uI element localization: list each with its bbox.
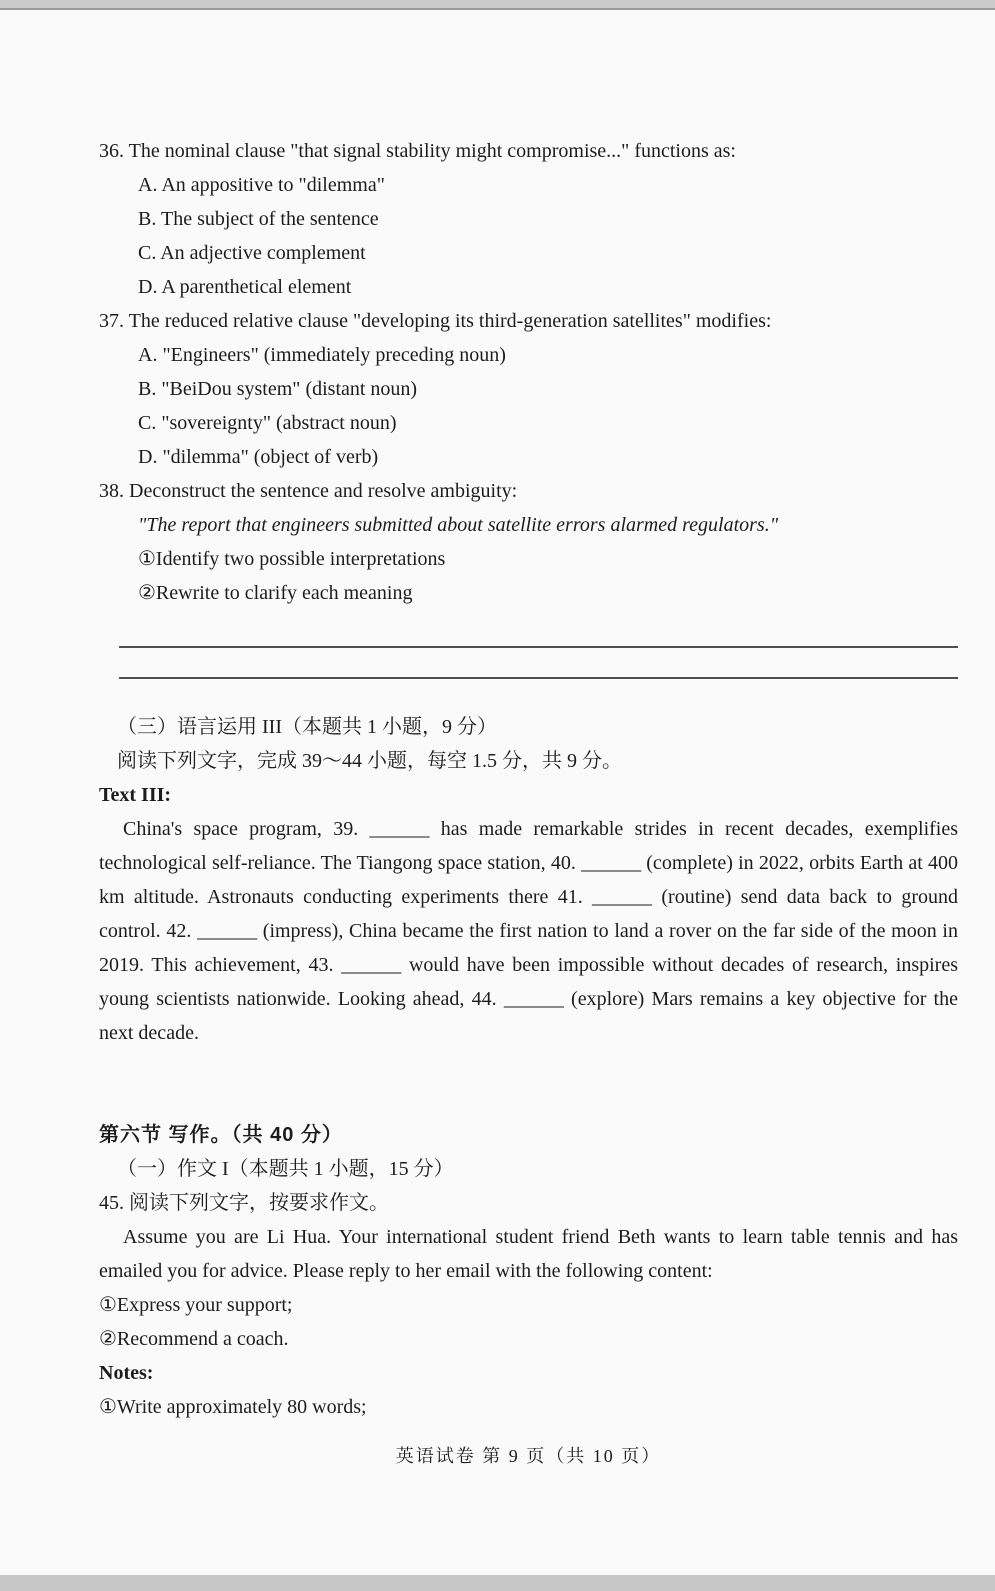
section-3-instruction: 阅读下列文字，完成 39～44 小题，每空 1.5 分，共 9 分。 [117,750,622,772]
text-3-label: Text III: [99,784,172,806]
question-38-quote-sentence: "The report that engineers submitted about satellite errors alarmed regulators." [138,514,779,536]
question-45-stem: 45. 阅读下列文字，按要求作文。 [99,1192,389,1214]
page-footer: 英语试卷 第 9 页（共 10 页） [395,1446,662,1466]
question-36-stem: 36. The nominal clause "that signal stability might compromise..." functions as: [99,140,736,162]
question-37-stem: 37. The reduced relative clause "developing its third-generation satellites" modifies: [99,310,772,332]
question-45-point-2: ②Recommend a coach. [99,1328,289,1350]
question-36-option-d: D. A parenthetical element [138,276,352,298]
text-3-passage: China's space program, 39. ______ has made remarkable strides in recent decades, exemplifies technological self-reliance. The Tiangong space station, 40. ______ (complete) in 2022, orbits Earth at 400 km altitude. Astronauts conducting experiments there 41. ______ (routine) send data back to ground control. 42. ______ (impress), China became the first nation to land a rover on the far side of the moon in 2019. This achievement, 43. ______ would have been impossible without decades of research, inspires young scientists nationwide. Looking ahead, 44. ______ (explore) Mars remains a key objective for the next decade. [99,818,958,1044]
question-37-option-c: C. "sovereignty" (abstract noun) [138,412,397,434]
question-36 [99,134,958,304]
question-37-option-b: B. "BeiDou system" (distant noun) [138,378,418,400]
notes-label: Notes: [99,1362,154,1384]
top-edge-bar [0,0,995,10]
section-6-heading: 第六节 写作。（共 40 分） [99,1124,343,1146]
section-6-subheading: （一）作文 I（本题共 1 小题，15 分） [117,1158,454,1180]
question-38 [99,474,958,610]
section-3-heading: （三）语言运用 III（本题共 1 小题，9 分） [117,716,497,738]
bottom-edge-bar [0,1575,995,1591]
question-45-prompt: Assume you are Li Hua. Your international student friend Beth wants to learn table tennis and has emailed you for advice. Please reply to her email with the following content: [99,1226,958,1282]
question-36-option-a: A. An appositive to "dilemma" [138,174,385,196]
answer-blank-line-1 [119,610,958,648]
section-writing [99,1118,958,1424]
question-38-subtask-1: ①Identify two possible interpretations [138,548,446,570]
question-36-option-c: C. An adjective complement [138,242,366,264]
page-content [99,134,958,1473]
question-37-option-d: D. "dilemma" (object of verb) [138,446,379,468]
question-45-point-1: ①Express your support; [99,1294,293,1316]
question-37 [99,304,958,474]
question-37-option-a: A. "Engineers" (immediately preceding noun) [138,344,506,366]
question-38-subtask-2: ②Rewrite to clarify each meaning [138,582,413,604]
answer-blank-line-2 [119,648,958,679]
note-1: ①Write approximately 80 words; [99,1396,367,1418]
section-language-use-3 [99,710,958,1050]
question-38-stem: 38. Deconstruct the sentence and resolve ambiguity: [99,480,518,502]
question-36-option-b: B. The subject of the sentence [138,208,379,230]
